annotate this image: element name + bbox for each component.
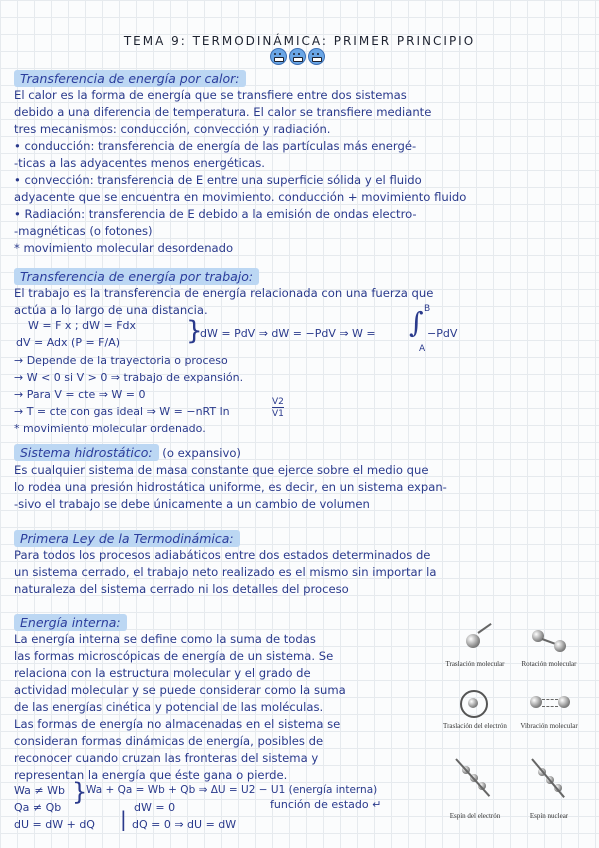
text-line: • convección: transferencia de E entre una superficie sólida y el fluido	[14, 173, 422, 187]
equation: dU = dW + dQ	[14, 818, 95, 831]
text-line: naturaleza del sistema cerrado ni los detalles del proceso	[14, 582, 349, 596]
electron-spin-illustration	[440, 746, 510, 812]
figure-caption: Rotación molecular	[521, 660, 577, 668]
figure-cell	[514, 684, 584, 730]
separator: |	[120, 807, 127, 831]
text-line: -magnéticas (o fotones)	[14, 224, 153, 238]
text-line: * movimiento molecular desordenado	[14, 241, 234, 255]
integral-upper: B	[424, 304, 431, 314]
equation: W = F x ; dW = Fdx	[28, 319, 137, 332]
equation: dQ = 0 ⇒ dU = dW	[132, 818, 237, 831]
equation: Wa + Qa = Wb + Qb ⇒ ΔU = U2 − U1 (energía interna)	[86, 784, 378, 796]
figure-caption: Vibración molecular	[520, 722, 578, 730]
text-line: • Radiación: transferencia de E debido a la emisión de ondas electro-	[14, 207, 417, 221]
section-hydrostatic	[14, 444, 586, 513]
equation: Wa ≠ Wb	[14, 784, 65, 797]
bullet: → Para V = cte ⇒ W = 0	[14, 388, 146, 401]
text-line: adyacente que se encuentra en movimiento. conducción + movimiento fluido	[14, 190, 467, 204]
section-internal-energy	[14, 612, 434, 842]
text-line: actividad molecular y se puede considerar como la suma	[14, 683, 346, 697]
text-line: tres mecanismos: conducción, convección y radiación.	[14, 122, 331, 136]
figure-caption: Espín del electrón	[449, 812, 501, 820]
section-heading: Sistema hidrostático:	[14, 444, 159, 461]
electron-translation-illustration	[440, 684, 510, 722]
text-line: representan la energía que éste gana o pierde.	[14, 768, 288, 782]
text-line: de las energías cinética y potencial de las moléculas.	[14, 700, 324, 714]
title-emojis	[270, 48, 325, 65]
figure-caption: Traslación molecular	[445, 660, 505, 668]
bullet: → T = cte con gas ideal ⇒ W = −nRT ln	[14, 405, 230, 418]
energy-forms-figure	[438, 622, 588, 840]
integral-sign: ∫	[409, 306, 424, 339]
brace: }	[72, 778, 88, 806]
figure-cell	[440, 746, 510, 820]
brace: }	[186, 316, 203, 346]
cold-face-icon	[270, 48, 287, 65]
fraction-numerator: V2	[272, 397, 284, 407]
text-line: debido a una diferencia de temperatura. El calor se transfiere mediante	[14, 105, 432, 119]
molecule-translation-illustration	[440, 622, 510, 660]
text-line: Es cualquier sistema de masa constante que ejerce sobre el medio que	[14, 463, 429, 477]
heading-note: (o expansivo)	[158, 446, 241, 460]
equation: −PdV	[427, 327, 458, 340]
figure-caption: Traslación del electrón	[443, 722, 507, 730]
equation: dW = PdV ⇒ dW = −PdV ⇒ W =	[200, 327, 376, 340]
figure-cell	[514, 622, 584, 668]
figure-cell	[514, 746, 584, 820]
text-line: Las formas de energía no almacenadas en el sistema se	[14, 717, 341, 731]
text-line: relaciona con la estructura molecular y el grado de	[14, 666, 311, 680]
integral-lower: A	[419, 344, 426, 354]
text-line: -ticas a las adyacentes menos energéticas.	[14, 156, 265, 170]
note: * movimiento molecular ordenado.	[14, 422, 206, 435]
section-heading: Energía interna:	[14, 614, 127, 631]
text-line: reconocer cuando cruzan las fronteras del sistema y	[14, 751, 319, 765]
bullet: → W < 0 si V > 0 ⇒ trabajo de expansión.	[14, 371, 244, 384]
cold-face-icon	[308, 48, 325, 65]
text-line: lo rodea una presión hidrostática uniforme, es decir, en un sistema expan-	[14, 480, 447, 494]
text-line: consideran formas dinámicas de energía, posibles de	[14, 734, 324, 748]
figure-caption: Espín nuclear	[529, 812, 569, 820]
equation: dW = 0	[134, 801, 176, 814]
bullet: → Depende de la trayectoria o proceso	[14, 354, 228, 367]
nuclear-spin-illustration	[514, 746, 584, 812]
text-line: un sistema cerrado, el trabajo neto realizado es el mismo sin importar la	[14, 565, 437, 579]
section-work-transfer	[14, 266, 586, 436]
equation: Qa ≠ Qb	[14, 801, 62, 814]
note: función de estado ↵	[270, 798, 382, 811]
section-heat-transfer	[14, 68, 586, 257]
section-heading: Primera Ley de la Termodinámica:	[14, 530, 240, 547]
molecule-vibration-illustration	[514, 684, 584, 722]
cold-face-icon	[289, 48, 306, 65]
text-line: • conducción: transferencia de energía de las partículas más energé-	[14, 139, 417, 153]
page-title: TEMA 9: TERMODINÁMICA: PRIMER PRINCIPIO	[123, 34, 476, 48]
text-line: El trabajo es la transferencia de energía relacionada con una fuerza que	[14, 286, 434, 300]
text-line: Para todos los procesos adiabáticos entre dos estados determinados de	[14, 548, 431, 562]
text-line: las formas microscópicas de energía de un sistema. Se	[14, 649, 334, 663]
figure-cell	[440, 622, 510, 668]
text-line: La energía interna se define como la suma de todas	[14, 632, 316, 646]
section-first-law	[14, 528, 586, 598]
text-line: actúa a lo largo de una distancia.	[14, 303, 208, 317]
section-heading: Transferencia de energía por calor:	[14, 70, 246, 87]
equation: dV = Adx (P = F/A)	[16, 336, 121, 349]
section-heading: Transferencia de energía por trabajo:	[14, 268, 259, 285]
molecule-rotation-illustration	[514, 622, 584, 660]
fraction-denominator: V1	[272, 409, 284, 419]
figure-cell	[440, 684, 510, 730]
text-line: El calor es la forma de energía que se transfiere entre dos sistemas	[14, 88, 407, 102]
text-line: -sivo el trabajo se debe únicamente a un cambio de volumen	[14, 497, 370, 511]
